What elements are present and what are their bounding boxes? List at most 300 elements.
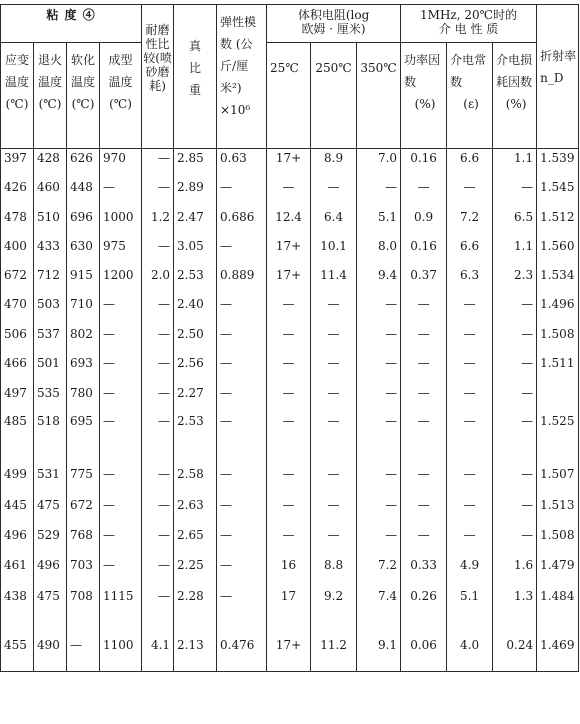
annealing-temp-cell: 475 xyxy=(34,587,67,619)
power-factor-cell: — xyxy=(401,412,447,465)
strain-temp-cell: 455 xyxy=(1,619,34,672)
loss-factor-cell: — xyxy=(493,412,537,465)
loss-factor-cell: 1.1 xyxy=(493,237,537,266)
table-row xyxy=(1,384,579,412)
dielectric-constant-cell: 5.1 xyxy=(447,587,493,619)
resistivity-250c-cell: — xyxy=(311,354,357,384)
forming-temp-cell: — xyxy=(100,325,142,354)
abrasion-cell: — xyxy=(142,496,174,526)
resistivity-250c-cell: 8.8 xyxy=(311,556,357,587)
viscosity-group-header xyxy=(1,5,142,43)
elastic-modulus-cell: — xyxy=(217,295,267,325)
table-row xyxy=(1,587,579,619)
softening-temp-cell: 768 xyxy=(67,526,100,556)
forming-temp-cell: 1115 xyxy=(100,587,142,619)
resistivity-250c-cell: — xyxy=(311,295,357,325)
loss-factor-cell: 6.5 xyxy=(493,208,537,237)
resistivity-25c-label: 25℃ xyxy=(270,61,299,75)
table-row xyxy=(1,619,579,672)
elastic-modulus-cell: — xyxy=(217,354,267,384)
annealing-temp-cell: 535 xyxy=(34,384,67,412)
density-cell: 2.40 xyxy=(174,295,217,325)
resistivity-250c-cell: 11.2 xyxy=(311,619,357,672)
resistivity-350c-label: 350℃ xyxy=(360,61,397,75)
table-row xyxy=(1,208,579,237)
temp-label: 温度 xyxy=(37,75,62,89)
refractive-label-line1: 折射率 xyxy=(540,49,577,63)
elastic-modulus-cell: — xyxy=(217,496,267,526)
dielectric-constant-cell: — xyxy=(447,526,493,556)
forming-temp-cell: 1200 xyxy=(100,266,142,295)
resistivity-25c-header xyxy=(267,43,311,149)
power-factor-cell: — xyxy=(401,354,447,384)
softening-temp-cell: 695 xyxy=(67,412,100,465)
resistivity-25c-cell: — xyxy=(267,178,311,208)
elastic-label-line4: 米²) xyxy=(220,81,242,95)
forming-label: 成型 xyxy=(108,53,133,67)
dielectric-constant-cell: 6.6 xyxy=(447,237,493,266)
annealing-temp-cell: 475 xyxy=(34,496,67,526)
table-header xyxy=(1,5,579,149)
power-factor-label: 功率因 xyxy=(404,53,441,67)
annealing-temp-cell: 518 xyxy=(34,412,67,465)
annealing-temp-cell: 510 xyxy=(34,208,67,237)
abrasion-cell: — xyxy=(142,412,174,465)
table-row xyxy=(1,354,579,384)
forming-temp-cell: — xyxy=(100,556,142,587)
resistivity-250c-cell: — xyxy=(311,465,357,496)
elastic-modulus-header xyxy=(217,5,267,149)
resistivity-25c-cell: 12.4 xyxy=(267,208,311,237)
resistivity-250c-cell: 10.1 xyxy=(311,237,357,266)
dielectric-constant-cell: — xyxy=(447,384,493,412)
resistivity-25c-cell: — xyxy=(267,384,311,412)
power-factor-cell: 0.37 xyxy=(401,266,447,295)
elastic-modulus-cell: 0.889 xyxy=(217,266,267,295)
forming-temp-cell: 1000 xyxy=(100,208,142,237)
abrasion-header xyxy=(142,5,174,149)
abrasion-cell: — xyxy=(142,325,174,354)
resistivity-250c-header xyxy=(311,43,357,149)
elastic-label-line3: 斤/厘 xyxy=(220,59,249,73)
abrasion-cell: — xyxy=(142,526,174,556)
softening-temp-cell: 696 xyxy=(67,208,100,237)
dielectric-constant-cell: — xyxy=(447,295,493,325)
resistivity-350c-cell: — xyxy=(357,526,401,556)
resistivity-group-line1: 体积电阻(log xyxy=(297,8,370,22)
dielectric-constant-cell: — xyxy=(447,354,493,384)
strain-temp-cell: 506 xyxy=(1,325,34,354)
abrasion-label-line4: 砂磨 xyxy=(145,65,170,79)
softening-label: 软化 xyxy=(70,53,95,67)
softening-temp-cell: 448 xyxy=(67,178,100,208)
strain-temp-cell: 466 xyxy=(1,354,34,384)
power-factor-cell: — xyxy=(401,178,447,208)
temp-label: 温度 xyxy=(4,75,29,89)
softening-temp-cell: 775 xyxy=(67,465,100,496)
unit-label: (℃) xyxy=(5,97,29,111)
softening-temp-cell: 708 xyxy=(67,587,100,619)
resistivity-350c-cell: — xyxy=(357,354,401,384)
softening-temp-cell: 710 xyxy=(67,295,100,325)
dielectric-constant-cell: 6.3 xyxy=(447,266,493,295)
strain-temp-cell: 496 xyxy=(1,526,34,556)
elastic-modulus-cell: 0.63 xyxy=(217,149,267,178)
resistivity-250c-cell: — xyxy=(311,178,357,208)
unit-label: (℃) xyxy=(71,97,95,111)
resistivity-250c-label: 250℃ xyxy=(315,61,352,75)
table-row xyxy=(1,178,579,208)
density-cell: 2.63 xyxy=(174,496,217,526)
softening-temp-cell: 780 xyxy=(67,384,100,412)
table-row xyxy=(1,465,579,496)
forming-temp-cell: — xyxy=(100,295,142,325)
loss-factor-cell: — xyxy=(493,526,537,556)
density-cell: 3.05 xyxy=(174,237,217,266)
forming-temp-cell: — xyxy=(100,354,142,384)
forming-temp-cell: 975 xyxy=(100,237,142,266)
refractive-index-cell: 1.484 xyxy=(537,587,579,619)
annealing-temp-cell: 529 xyxy=(34,526,67,556)
resistivity-25c-cell: — xyxy=(267,496,311,526)
resistivity-250c-cell: — xyxy=(311,325,357,354)
resistivity-25c-cell: — xyxy=(267,526,311,556)
density-cell: 2.28 xyxy=(174,587,217,619)
loss-factor-label-2: 耗因数 xyxy=(496,75,533,89)
annealing-temp-cell: 531 xyxy=(34,465,67,496)
loss-factor-cell: — xyxy=(493,178,537,208)
strain-temp-cell: 400 xyxy=(1,237,34,266)
abrasion-cell: — xyxy=(142,384,174,412)
dielectric-constant-label: 介电常 xyxy=(450,53,487,67)
softening-temp-cell: 802 xyxy=(67,325,100,354)
strain-temp-cell: 461 xyxy=(1,556,34,587)
power-factor-cell: 0.16 xyxy=(401,149,447,178)
resistivity-250c-cell: — xyxy=(311,496,357,526)
table-row xyxy=(1,412,579,465)
annealing-label: 退火 xyxy=(37,53,62,67)
resistivity-25c-cell: 17+ xyxy=(267,149,311,178)
annealing-temp-cell: 537 xyxy=(34,325,67,354)
abrasion-label-line3: 较(喷 xyxy=(143,51,172,65)
power-factor-cell: 0.9 xyxy=(401,208,447,237)
softening-temp-header xyxy=(67,43,100,149)
resistivity-250c-cell: 6.4 xyxy=(311,208,357,237)
abrasion-cell: — xyxy=(142,465,174,496)
abrasion-cell: — xyxy=(142,556,174,587)
elastic-modulus-cell: 0.686 xyxy=(217,208,267,237)
dielectric-constant-cell: 4.9 xyxy=(447,556,493,587)
loss-factor-header xyxy=(493,43,537,149)
resistivity-350c-cell: 9.1 xyxy=(357,619,401,672)
annealing-temp-cell: 712 xyxy=(34,266,67,295)
strain-temp-cell: 478 xyxy=(1,208,34,237)
density-cell: 2.56 xyxy=(174,354,217,384)
annealing-temp-cell: 496 xyxy=(34,556,67,587)
refractive-label-line2: n_D xyxy=(540,71,564,85)
resistivity-350c-cell: 5.1 xyxy=(357,208,401,237)
unit-label: (℃) xyxy=(109,97,132,111)
dielectric-constant-cell: — xyxy=(447,465,493,496)
softening-temp-cell: 693 xyxy=(67,354,100,384)
dielectric-group-header xyxy=(401,5,537,43)
strain-temp-cell: 470 xyxy=(1,295,34,325)
loss-factor-cell: — xyxy=(493,496,537,526)
resistivity-25c-cell: — xyxy=(267,465,311,496)
density-cell: 2.53 xyxy=(174,266,217,295)
forming-temp-cell: — xyxy=(100,465,142,496)
refractive-index-cell: 1.534 xyxy=(537,266,579,295)
refractive-index-cell: 1.507 xyxy=(537,465,579,496)
dielectric-constant-cell: 6.6 xyxy=(447,149,493,178)
strain-temp-cell: 497 xyxy=(1,384,34,412)
density-label-line1: 真 xyxy=(189,39,202,53)
power-factor-cell: 0.16 xyxy=(401,237,447,266)
elastic-modulus-cell: — xyxy=(217,325,267,354)
abrasion-cell: — xyxy=(142,587,174,619)
resistivity-25c-cell: 17+ xyxy=(267,619,311,672)
resistivity-350c-cell: — xyxy=(357,384,401,412)
resistivity-350c-cell: — xyxy=(357,465,401,496)
table-row xyxy=(1,295,579,325)
dielectric-constant-cell: 4.0 xyxy=(447,619,493,672)
loss-factor-cell: — xyxy=(493,384,537,412)
loss-factor-cell: — xyxy=(493,295,537,325)
unit-label: (℃) xyxy=(38,97,62,111)
strain-label: 应变 xyxy=(4,53,29,67)
strain-temp-cell: 672 xyxy=(1,266,34,295)
loss-factor-cell: 1.3 xyxy=(493,587,537,619)
forming-temp-cell: — xyxy=(100,384,142,412)
power-factor-cell: — xyxy=(401,325,447,354)
annealing-temp-cell: 433 xyxy=(34,237,67,266)
abrasion-label-line2: 性比 xyxy=(145,37,170,51)
annealing-temp-cell: 460 xyxy=(34,178,67,208)
table-row xyxy=(1,149,579,178)
elastic-label-line2: 数 (公 xyxy=(220,37,253,51)
softening-temp-cell: 915 xyxy=(67,266,100,295)
strain-temp-cell: 499 xyxy=(1,465,34,496)
loss-factor-cell: 0.24 xyxy=(493,619,537,672)
resistivity-25c-cell: 16 xyxy=(267,556,311,587)
softening-temp-cell: 626 xyxy=(67,149,100,178)
refractive-index-cell: 1.511 xyxy=(537,354,579,384)
resistivity-350c-header xyxy=(357,43,401,149)
refractive-index-cell: 1.512 xyxy=(537,208,579,237)
strain-temp-cell: 426 xyxy=(1,178,34,208)
power-factor-cell: — xyxy=(401,526,447,556)
forming-temp-cell: — xyxy=(100,526,142,556)
dielectric-constant-cell: — xyxy=(447,178,493,208)
density-cell: 2.13 xyxy=(174,619,217,672)
resistivity-350c-cell: — xyxy=(357,325,401,354)
viscosity-group-label: 粘 度 ④ xyxy=(46,8,96,22)
loss-factor-cell: 1.6 xyxy=(493,556,537,587)
density-cell: 2.85 xyxy=(174,149,217,178)
annealing-temp-cell: 503 xyxy=(34,295,67,325)
percent-unit-label: (%) xyxy=(505,97,527,111)
softening-temp-cell: — xyxy=(67,619,100,672)
resistivity-250c-cell: — xyxy=(311,412,357,465)
abrasion-cell: — xyxy=(142,354,174,384)
dielectric-constant-cell: 7.2 xyxy=(447,208,493,237)
table-body xyxy=(1,149,579,672)
elastic-label-line5: ×10⁶ xyxy=(220,103,251,117)
density-cell: 2.58 xyxy=(174,465,217,496)
loss-factor-cell: 2.3 xyxy=(493,266,537,295)
strain-temp-cell: 445 xyxy=(1,496,34,526)
dielectric-constant-label-2: 数 xyxy=(450,75,463,89)
softening-temp-cell: 672 xyxy=(67,496,100,526)
glass-properties-table xyxy=(0,4,579,672)
resistivity-350c-cell: 7.4 xyxy=(357,587,401,619)
resistivity-250c-cell: — xyxy=(311,526,357,556)
abrasion-label-line1: 耐磨 xyxy=(145,23,170,37)
resistivity-25c-cell: — xyxy=(267,354,311,384)
resistivity-350c-cell: — xyxy=(357,496,401,526)
loss-factor-cell: — xyxy=(493,325,537,354)
resistivity-25c-cell: 17 xyxy=(267,587,311,619)
resistivity-350c-cell: 8.0 xyxy=(357,237,401,266)
power-factor-cell: — xyxy=(401,496,447,526)
power-factor-header xyxy=(401,43,447,149)
elastic-modulus-cell: 0.476 xyxy=(217,619,267,672)
abrasion-cell: — xyxy=(142,178,174,208)
forming-temp-cell: — xyxy=(100,412,142,465)
refractive-index-cell: 1.479 xyxy=(537,556,579,587)
abrasion-cell: 2.0 xyxy=(142,266,174,295)
resistivity-350c-cell: 7.0 xyxy=(357,149,401,178)
table-row xyxy=(1,496,579,526)
refractive-index-cell: 1.469 xyxy=(537,619,579,672)
resistivity-350c-cell: 7.2 xyxy=(357,556,401,587)
elastic-modulus-cell: — xyxy=(217,412,267,465)
power-factor-cell: — xyxy=(401,384,447,412)
loss-factor-cell: — xyxy=(493,465,537,496)
dielectric-group-line2: 介 电 性 质 xyxy=(438,22,499,36)
density-cell: 2.47 xyxy=(174,208,217,237)
refractive-index-cell: 1.560 xyxy=(537,237,579,266)
resistivity-25c-cell: — xyxy=(267,412,311,465)
refractive-index-cell: 1.508 xyxy=(537,325,579,354)
resistivity-350c-cell: — xyxy=(357,295,401,325)
softening-temp-cell: 630 xyxy=(67,237,100,266)
annealing-temp-header xyxy=(34,43,67,149)
temp-label: 温度 xyxy=(70,75,95,89)
dielectric-group-line1: 1MHz, 20℃时的 xyxy=(420,8,518,22)
loss-factor-cell: — xyxy=(493,354,537,384)
resistivity-350c-cell: — xyxy=(357,178,401,208)
density-cell: 2.27 xyxy=(174,384,217,412)
forming-temp-cell: 970 xyxy=(100,149,142,178)
refractive-index-cell: 1.539 xyxy=(537,149,579,178)
power-factor-cell: 0.33 xyxy=(401,556,447,587)
resistivity-250c-cell: 8.9 xyxy=(311,149,357,178)
power-factor-cell: 0.26 xyxy=(401,587,447,619)
elastic-modulus-cell: — xyxy=(217,237,267,266)
table-row xyxy=(1,556,579,587)
resistivity-250c-cell: 11.4 xyxy=(311,266,357,295)
resistivity-350c-cell: 9.4 xyxy=(357,266,401,295)
strain-temp-cell: 438 xyxy=(1,587,34,619)
refractive-index-cell: 1.525 xyxy=(537,412,579,465)
table-row xyxy=(1,237,579,266)
resistivity-250c-cell: — xyxy=(311,384,357,412)
resistivity-group-header xyxy=(267,5,401,43)
density-label-line3: 重 xyxy=(189,83,202,97)
density-header xyxy=(174,5,217,149)
resistivity-250c-cell: 9.2 xyxy=(311,587,357,619)
abrasion-cell: — xyxy=(142,149,174,178)
strain-temp-header xyxy=(1,43,34,149)
strain-temp-cell: 397 xyxy=(1,149,34,178)
elastic-modulus-cell: — xyxy=(217,556,267,587)
refractive-index-cell: 1.508 xyxy=(537,526,579,556)
dielectric-constant-cell: — xyxy=(447,496,493,526)
refractive-index-cell: 1.513 xyxy=(537,496,579,526)
density-cell: 2.65 xyxy=(174,526,217,556)
annealing-temp-cell: 501 xyxy=(34,354,67,384)
power-factor-cell: — xyxy=(401,295,447,325)
power-factor-cell: 0.06 xyxy=(401,619,447,672)
table-row xyxy=(1,526,579,556)
annealing-temp-cell: 428 xyxy=(34,149,67,178)
dielectric-constant-cell: — xyxy=(447,325,493,354)
resistivity-25c-cell: 17+ xyxy=(267,266,311,295)
softening-temp-cell: 703 xyxy=(67,556,100,587)
strain-temp-cell: 485 xyxy=(1,412,34,465)
refractive-index-header xyxy=(537,5,579,149)
power-factor-label-2: 数 xyxy=(404,75,417,89)
density-cell: 2.25 xyxy=(174,556,217,587)
abrasion-cell: — xyxy=(142,237,174,266)
annealing-temp-cell: 490 xyxy=(34,619,67,672)
refractive-index-cell: 1.545 xyxy=(537,178,579,208)
resistivity-350c-cell: — xyxy=(357,412,401,465)
dielectric-constant-header xyxy=(447,43,493,149)
loss-factor-cell: 1.1 xyxy=(493,149,537,178)
elastic-modulus-cell: — xyxy=(217,178,267,208)
table-row xyxy=(1,266,579,295)
elastic-modulus-cell: — xyxy=(217,587,267,619)
temp-label: 温度 xyxy=(108,75,133,89)
power-factor-cell: — xyxy=(401,465,447,496)
abrasion-cell: 4.1 xyxy=(142,619,174,672)
resistivity-25c-cell: 17+ xyxy=(267,237,311,266)
density-cell: 2.50 xyxy=(174,325,217,354)
table-row xyxy=(1,325,579,354)
forming-temp-cell: 1100 xyxy=(100,619,142,672)
loss-factor-label: 介电损 xyxy=(496,53,533,67)
resistivity-group-line2: 欧姆 · 厘米) xyxy=(301,22,366,36)
elastic-modulus-cell: — xyxy=(217,465,267,496)
resistivity-25c-cell: — xyxy=(267,325,311,354)
refractive-index-cell: 1.496 xyxy=(537,295,579,325)
density-cell: 2.53 xyxy=(174,412,217,465)
refractive-index-cell xyxy=(537,384,579,412)
elastic-label-line1: 弹性模 xyxy=(220,15,257,29)
abrasion-cell: 1.2 xyxy=(142,208,174,237)
dielectric-constant-cell: — xyxy=(447,412,493,465)
forming-temp-header xyxy=(100,43,142,149)
density-label-line2: 比 xyxy=(189,61,202,75)
density-cell: 2.89 xyxy=(174,178,217,208)
elastic-modulus-cell: — xyxy=(217,384,267,412)
forming-temp-cell: — xyxy=(100,178,142,208)
abrasion-label-line5: 耗) xyxy=(149,79,166,93)
forming-temp-cell: — xyxy=(100,496,142,526)
resistivity-25c-cell: — xyxy=(267,295,311,325)
